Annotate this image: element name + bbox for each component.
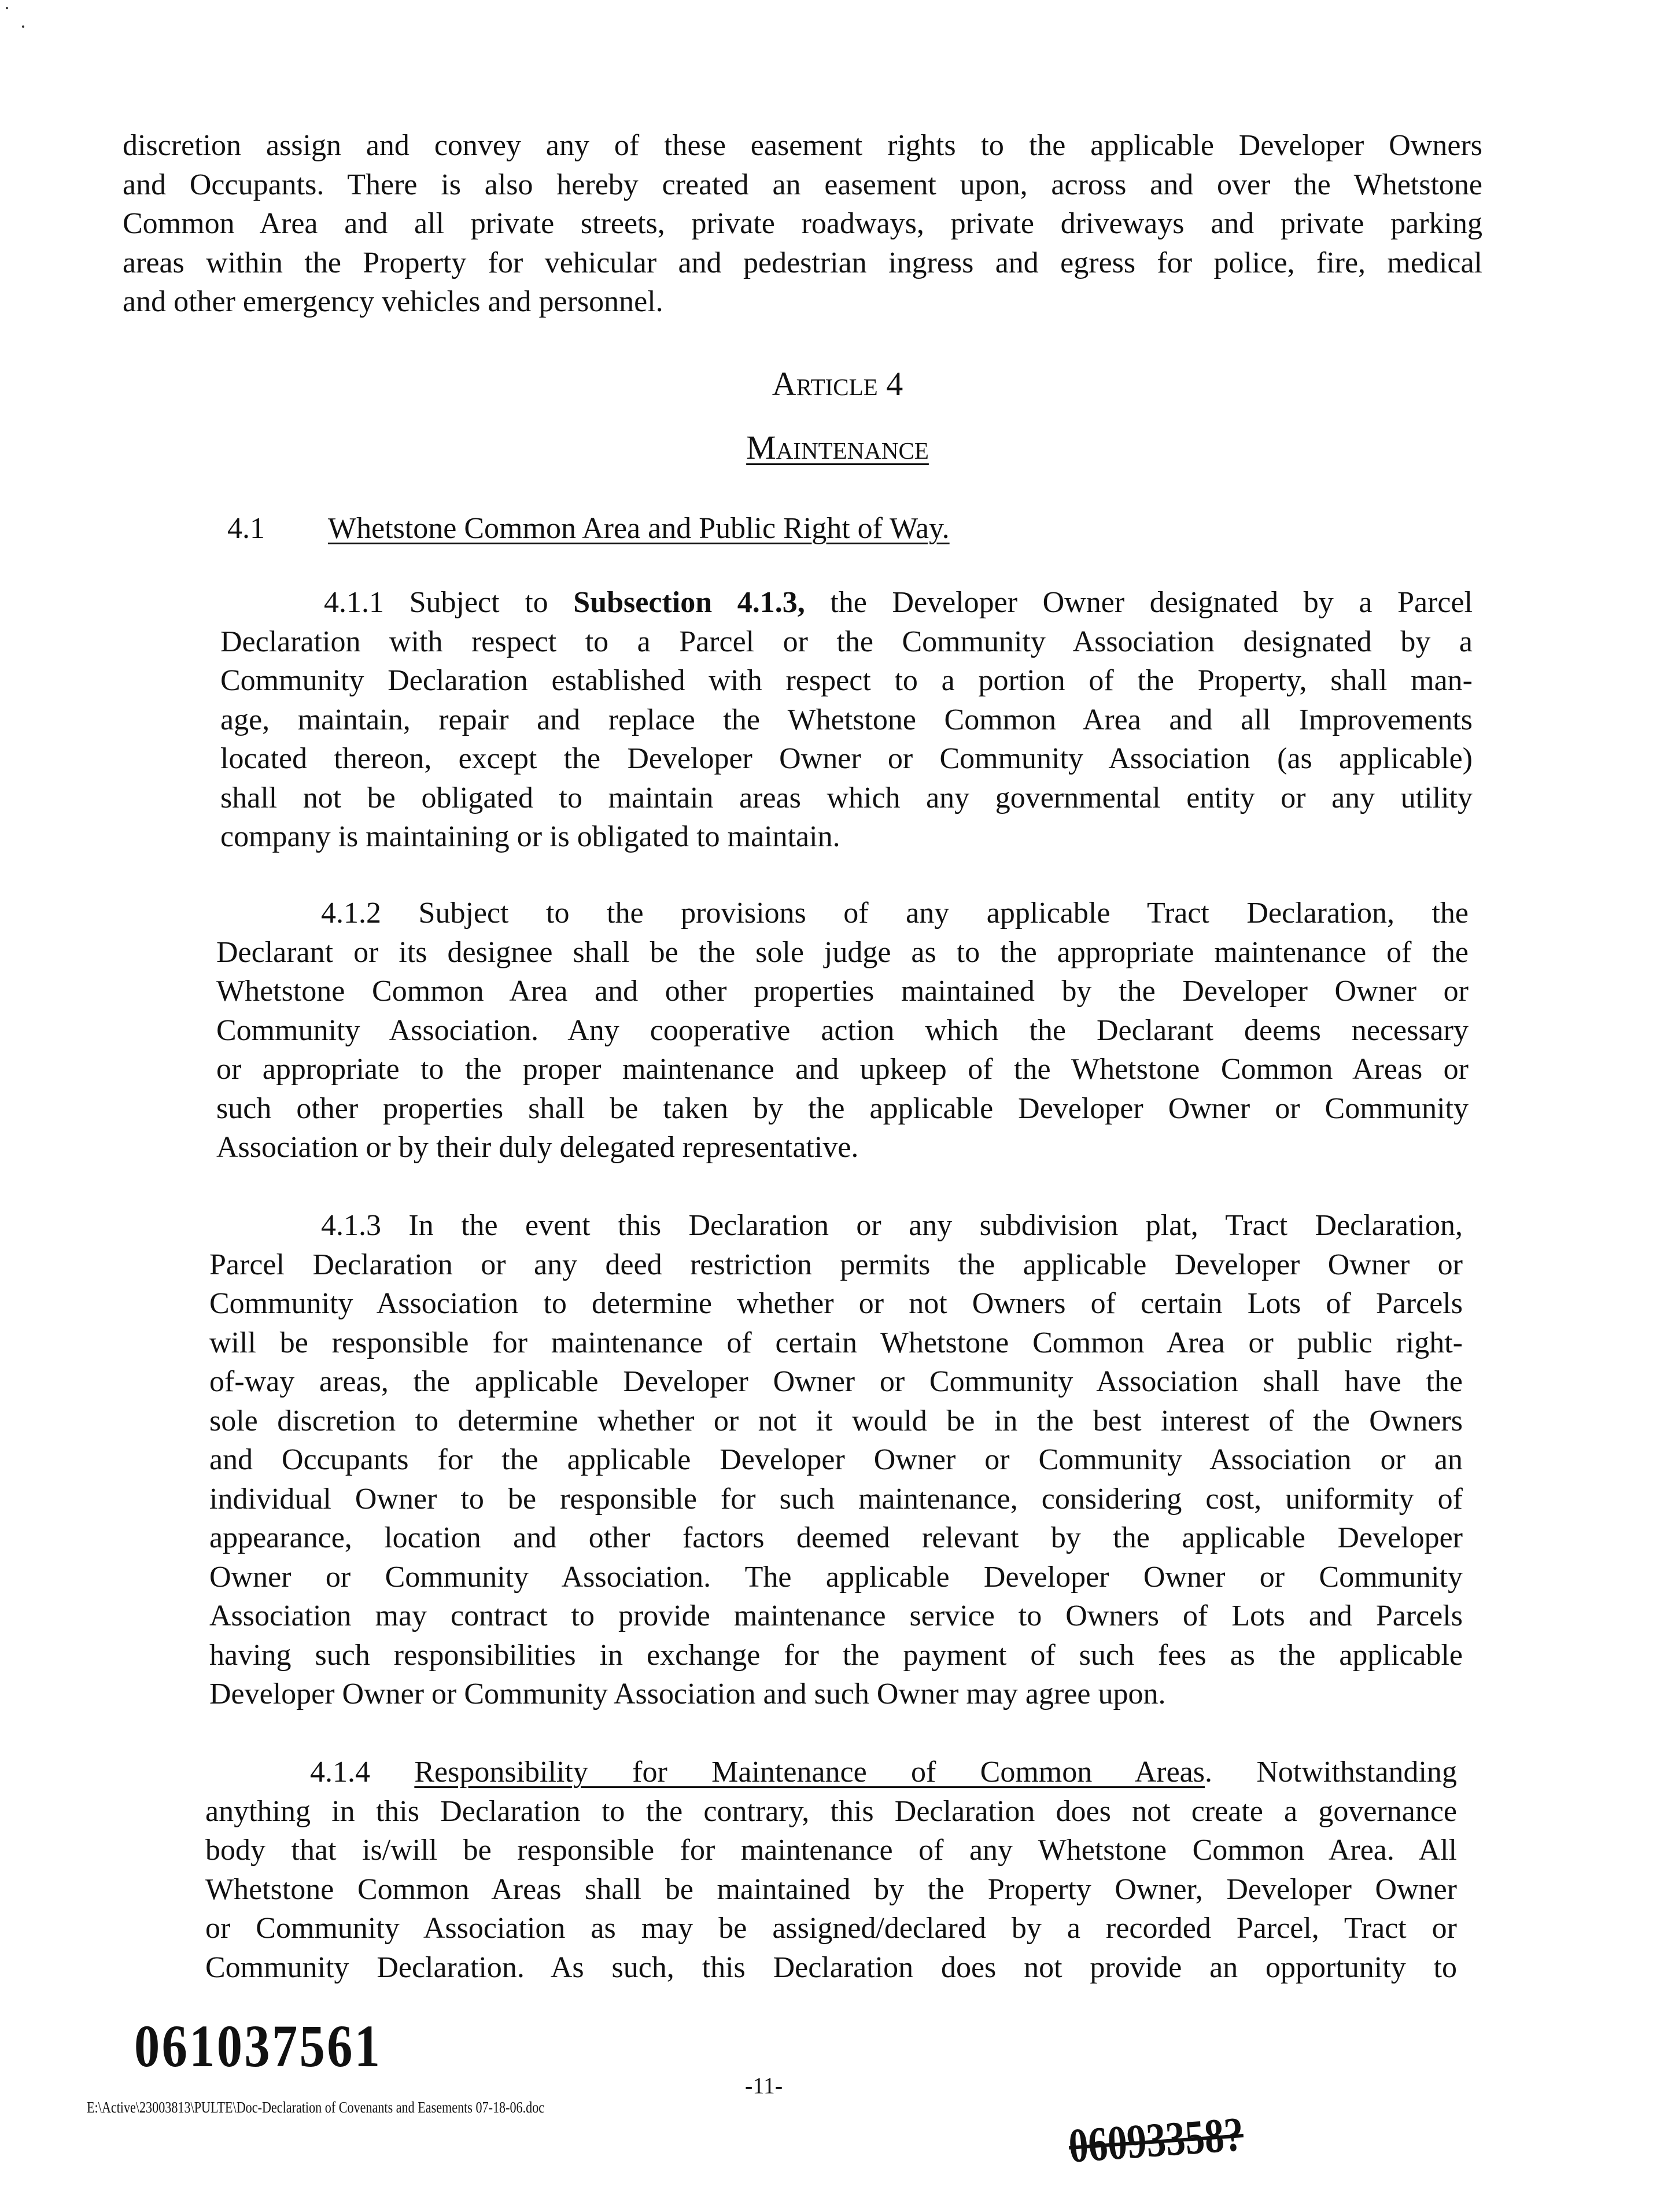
- text-line: Community Association to determine whether or not Owners of certain Lots of Parcels: [209, 1287, 1463, 1320]
- subsection-4-1-1: [220, 583, 1473, 857]
- text-run: the Developer Owner designated by a Parcel: [805, 586, 1473, 619]
- text-run: 4.1.1 Subject to: [324, 586, 574, 619]
- text-line: sole discretion to determine whether or not it would be in the best interest of the Owners: [209, 1404, 1463, 1437]
- text-line: appearance, location and other factors deemed relevant by the applicable Developer: [209, 1521, 1463, 1554]
- text-line: company is maintaining or is obligated to maintain.: [220, 820, 840, 853]
- text-line: such other properties shall be taken by the applicable Developer Owner or Community: [216, 1092, 1469, 1125]
- text-line: shall not be obligated to maintain areas which any governmental entity or any utility: [220, 781, 1473, 814]
- text-line: Declaration with respect to a Parcel or the Community Association designated by a: [220, 625, 1473, 658]
- text-line: Common Area and all private streets, private roadways, private driveways and private parking: [123, 207, 1482, 240]
- text-line: Parcel Declaration or any deed restriction permits the applicable Developer Owner or: [209, 1248, 1463, 1281]
- text-line: of-way areas, the applicable Developer Owner or Community Association shall have the: [209, 1365, 1463, 1398]
- text-line: Developer Owner or Community Association and such Owner may agree upon.: [209, 1678, 1166, 1710]
- subsection-title: Responsibility for Maintenance of Common Areas: [414, 1756, 1205, 1789]
- text-line: 4.1.3 In the event this Declaration or any subdivision plat, Tract Declaration,: [321, 1209, 1463, 1242]
- text-line: body that is/will be responsible for maintenance of any Whetstone Common Area. All: [205, 1834, 1457, 1867]
- text-line: Association may contract to provide maintenance service to Owners of Lots and Parcels: [209, 1599, 1463, 1632]
- article-title: [0, 428, 1675, 467]
- text-line: [310, 1753, 1457, 1792]
- text-line: located thereon, except the Developer Owner or Community Association (as applicable): [220, 742, 1473, 775]
- text-line: and Occupants for the applicable Developer Owner or Community Association or an: [209, 1443, 1463, 1476]
- text-line: Community Association. Any cooperative action which the Declarant deems necessary: [216, 1013, 1469, 1047]
- subsection-4-1-4: [205, 1753, 1457, 1987]
- intro-paragraph: [123, 126, 1482, 322]
- text-line: and other emergency vehicles and personnel.: [123, 285, 663, 318]
- article-title-text: Maintenance: [746, 429, 929, 466]
- page-number: -11-: [745, 2073, 783, 2099]
- subsection-reference: Subsection 4.1.3,: [573, 586, 805, 619]
- text-line: Community Declaration established with respect to a portion of the Property, shall man-: [220, 664, 1473, 697]
- section-title: Whetstone Common Area and Public Right of Way.: [328, 512, 950, 545]
- text-run: . Notwithstanding: [1204, 1756, 1457, 1789]
- text-line: Association or by their duly delegated representative.: [216, 1131, 859, 1164]
- text-line: Declarant or its designee shall be the sole judge as to the appropriate maintenance of the: [216, 935, 1469, 969]
- text-line: and Occupants. There is also hereby created an easement upon, across and over the Whetstone: [123, 168, 1482, 201]
- text-line: or Community Association as may be assigned/declared by a recorded Parcel, Tract or: [205, 1912, 1457, 1945]
- text-line: anything in this Declaration to the contrary, this Declaration does not create a governance: [205, 1794, 1457, 1828]
- scan-speck: [6, 7, 8, 9]
- struck-stamp-number: 06093358?: [1067, 2107, 1245, 2173]
- text-line: Owner or Community Association. The applicable Developer Owner or Community: [209, 1560, 1463, 1594]
- text-line: will be responsible for maintenance of certain Whetstone Common Area or public right-: [209, 1326, 1463, 1359]
- document-number: 061037561: [134, 2013, 382, 2080]
- text-line: having such responsibilities in exchange for the payment of such fees as the applicable: [209, 1638, 1463, 1672]
- article-number-text: Article 4: [772, 365, 903, 403]
- subsection-4-1-3: [209, 1206, 1463, 1714]
- text-line: age, maintain, repair and replace the Whetstone Common Area and all Improvements: [220, 703, 1473, 736]
- subsection-4-1-2: [216, 894, 1469, 1167]
- article-number: [0, 364, 1675, 403]
- text-line: discretion assign and convey any of these easement rights to the applicable Developer Owners: [123, 129, 1482, 162]
- text-run: 4.1.4: [310, 1756, 415, 1789]
- text-line: Community Declaration. As such, this Declaration does not provide an opportunity to: [205, 1951, 1457, 1984]
- text-line: areas within the Property for vehicular and pedestrian ingress and egress for police, fire, medical: [123, 246, 1482, 279]
- file-path: E:\Active\23003813\PULTE\Doc-Declaration of Covenants and Easements 07-18-06.doc: [87, 2099, 545, 2116]
- text-line: Whetstone Common Areas shall be maintained by the Property Owner, Developer Owner: [205, 1872, 1457, 1906]
- text-line: [324, 583, 1473, 622]
- text-line: Whetstone Common Area and other properties maintained by the Developer Owner or: [216, 975, 1469, 1008]
- text-line: or appropriate to the proper maintenance and upkeep of the Whetstone Common Areas or: [216, 1053, 1469, 1086]
- text-line: 4.1.2 Subject to the provisions of any applicable Tract Declaration, the: [321, 897, 1469, 930]
- text-line: individual Owner to be responsible for such maintenance, considering cost, uniformity of: [209, 1482, 1463, 1516]
- section-number: 4.1: [227, 512, 265, 545]
- scan-speck: [22, 25, 24, 28]
